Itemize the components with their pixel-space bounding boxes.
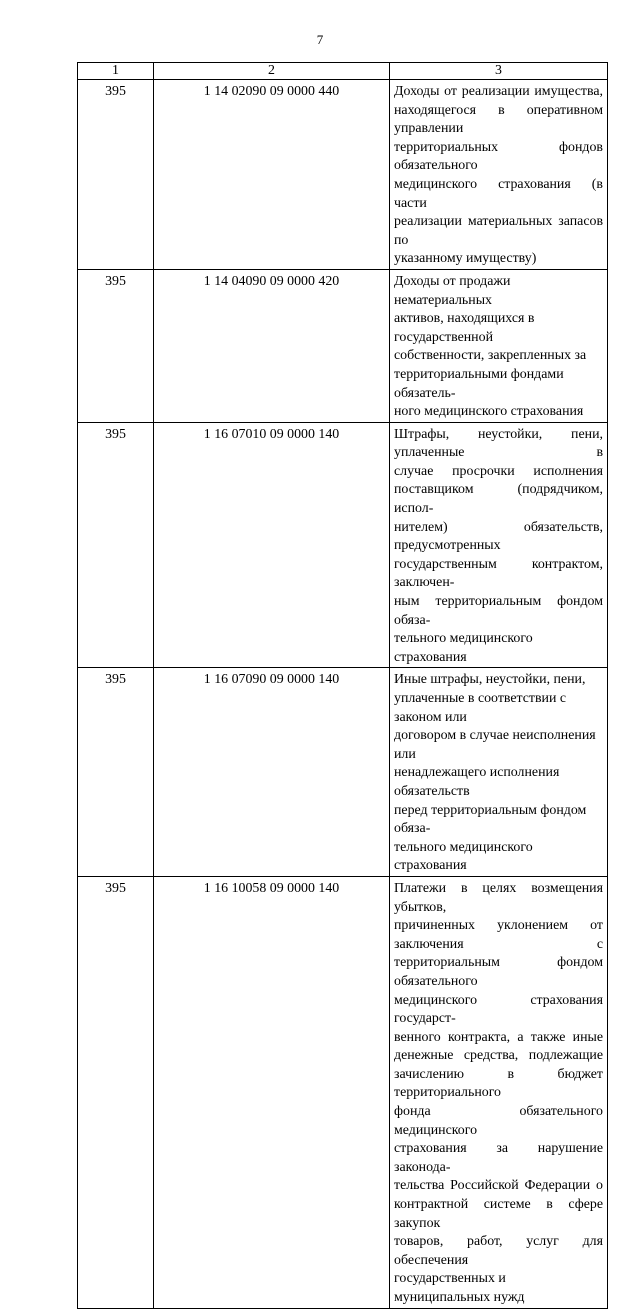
revenue-description bbox=[390, 80, 608, 270]
description-line: контрактной системе в сфере закупок bbox=[394, 1197, 603, 1231]
description-line: государственным контрактом, заключен- bbox=[394, 556, 603, 591]
description-line: собственности, закрепленных за bbox=[394, 348, 587, 364]
description-line: венного контракта, а также иные bbox=[394, 1029, 603, 1045]
administrator-code: 395 bbox=[78, 422, 154, 668]
description-line: ного медицинского страхования bbox=[394, 404, 584, 420]
budget-classification-code: 1 16 07010 09 0000 140 bbox=[154, 422, 390, 668]
description-line: тельного медицинского страхования bbox=[394, 839, 533, 874]
table-row bbox=[78, 668, 608, 877]
description-line: территориальным фондом обязательного bbox=[394, 955, 603, 989]
budget-classification-code: 1 14 04090 09 0000 420 bbox=[154, 269, 390, 422]
description-line: Доходы от реализации имущества, bbox=[394, 84, 603, 99]
description-line: медицинского страхования (в части bbox=[394, 176, 603, 211]
revenue-description bbox=[390, 668, 608, 877]
description-line: медицинского страхования государст- bbox=[394, 992, 603, 1027]
description-line: денежные средства, подлежащие bbox=[394, 1048, 603, 1064]
description-line: уплаченные в соответствии с законом или bbox=[394, 691, 567, 725]
revenue-description bbox=[390, 269, 608, 422]
description-line: государственных и муниципальных нужд bbox=[394, 1271, 525, 1305]
administrator-code: 395 bbox=[78, 80, 154, 270]
budget-classification-code: 1 14 02090 09 0000 440 bbox=[154, 80, 390, 270]
description-line: ненадлежащего исполнения обязательств bbox=[394, 765, 560, 799]
page-number: 7 bbox=[316, 32, 324, 47]
description-line: перед территориальным фондом обяза- bbox=[394, 802, 587, 837]
table-header-row bbox=[78, 63, 608, 80]
description-line: ным территориальным фондом обяза- bbox=[394, 594, 603, 628]
revenue-description bbox=[390, 876, 608, 1308]
table-row bbox=[78, 269, 608, 422]
budget-classification-table bbox=[77, 62, 608, 1309]
description-line: договором в случае неисполнения или bbox=[394, 728, 596, 762]
revenue-description bbox=[390, 422, 608, 668]
description-line: тельства Российской Федерации о bbox=[394, 1178, 603, 1194]
description-line: реализации материальных запасов по bbox=[394, 214, 603, 248]
description-line: находящегося в оперативном управлении bbox=[394, 102, 603, 137]
description-line: территориальными фондами обязатель- bbox=[394, 366, 564, 401]
description-line: зачислению в бюджет территориального bbox=[394, 1066, 603, 1101]
description-line: Штрафы, неустойки, пени, уплаченные в bbox=[394, 426, 603, 461]
column-header-3: 3 bbox=[390, 63, 608, 80]
administrator-code: 395 bbox=[78, 269, 154, 422]
description-line: Иные штрафы, неустойки, пени, bbox=[394, 672, 586, 688]
table-row bbox=[78, 80, 608, 270]
description-line: товаров, работ, услуг для обеспечения bbox=[394, 1234, 603, 1268]
description-line: тельного медицинского страхования bbox=[394, 631, 533, 665]
description-line: фонда обязательного медицинского bbox=[394, 1104, 603, 1138]
description-line: активов, находящихся в государственной bbox=[394, 311, 535, 345]
description-line: причиненных уклонением от заключения с bbox=[394, 918, 603, 952]
table-row bbox=[78, 422, 608, 668]
administrator-code: 395 bbox=[78, 876, 154, 1308]
column-header-1: 1 bbox=[78, 63, 154, 80]
description-line: Доходы от продажи нематериальных bbox=[394, 273, 511, 308]
administrator-code: 395 bbox=[78, 668, 154, 877]
description-line: поставщиком (подрядчиком, испол- bbox=[394, 482, 603, 517]
budget-classification-code: 1 16 07090 09 0000 140 bbox=[154, 668, 390, 877]
description-line: Платежи в целях возмещения убытков, bbox=[394, 880, 603, 915]
description-line: нителем) обязательств, предусмотренных bbox=[394, 519, 603, 554]
table-row bbox=[78, 876, 608, 1308]
budget-classification-code: 1 16 10058 09 0000 140 bbox=[154, 876, 390, 1308]
description-line: страхования за нарушение законода- bbox=[394, 1141, 603, 1175]
description-line: случае просрочки исполнения bbox=[394, 463, 603, 479]
description-line: указанному имуществу) bbox=[394, 251, 537, 267]
column-header-2: 2 bbox=[154, 63, 390, 80]
description-line: территориальных фондов обязательного bbox=[394, 139, 603, 174]
